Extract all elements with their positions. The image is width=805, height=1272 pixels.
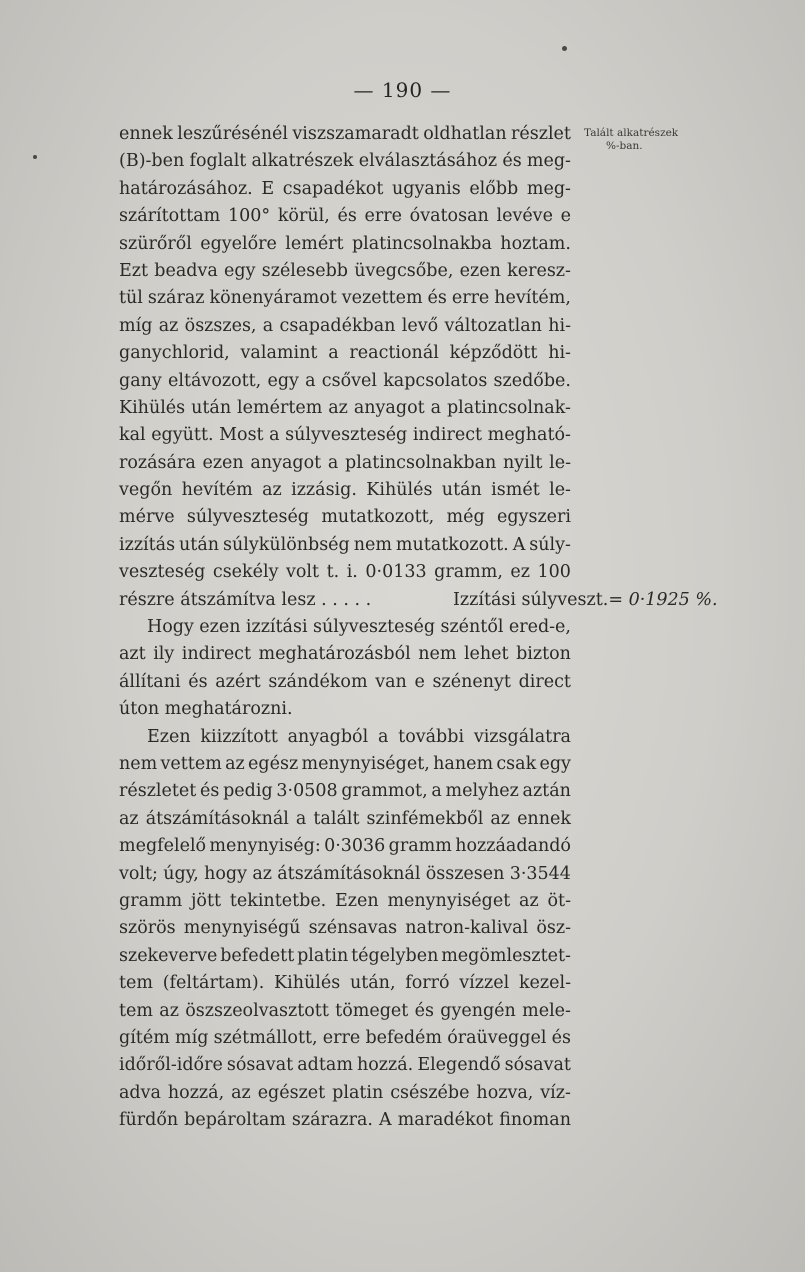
word: csapadékot <box>282 178 384 199</box>
text-line <box>119 532 571 559</box>
text-line <box>119 943 571 970</box>
word: csészébe <box>390 1082 470 1103</box>
word: platincsolnakban <box>345 452 497 473</box>
word: van <box>375 671 407 692</box>
word: direct <box>518 671 571 692</box>
word: ennek <box>517 808 571 829</box>
word: leszűrésénél <box>177 124 288 144</box>
word: szinfémekből <box>366 808 484 829</box>
text-line <box>119 121 571 148</box>
word: ily <box>153 644 175 665</box>
word: (B)-ben <box>119 151 185 172</box>
result-label: Izzítási súlyveszt. <box>453 589 609 610</box>
word: súly- <box>529 534 571 555</box>
result-value <box>453 587 718 614</box>
word: képződött <box>449 343 538 364</box>
word: vezettem <box>341 288 423 309</box>
word: levéve <box>496 206 553 227</box>
word: menynyiség: <box>209 836 321 857</box>
word: kapcsolatos <box>383 370 488 391</box>
text-line <box>119 231 571 258</box>
word: ezen <box>199 617 241 638</box>
word: és <box>427 288 447 309</box>
word: szekeverve <box>119 945 218 966</box>
word: csővel <box>321 370 377 391</box>
word: száraz <box>147 288 205 309</box>
word: még <box>446 507 485 528</box>
word: tekintetbe. <box>229 890 327 911</box>
word: anyagból <box>287 726 369 747</box>
word: veszteség <box>119 562 206 583</box>
word: és <box>551 1027 571 1048</box>
word: öszszeolvasztott <box>185 1000 329 1021</box>
word: le- <box>549 452 571 473</box>
word: öszszes, <box>184 315 257 336</box>
word: viszszamaradt <box>292 124 419 144</box>
word: sósavat <box>226 1055 294 1076</box>
word: valamint <box>240 343 318 364</box>
text-line <box>119 313 571 340</box>
word: csapadékban <box>279 315 396 336</box>
word: vízzel <box>459 973 510 994</box>
word: gany <box>119 370 162 391</box>
word: hevítém <box>181 480 253 501</box>
word: összesen <box>425 863 505 884</box>
word: jött <box>191 890 222 911</box>
word: ennek <box>119 124 173 144</box>
word: míg <box>175 1027 209 1048</box>
result-line <box>119 587 718 614</box>
word: Kihülés <box>366 480 433 501</box>
text-line <box>119 861 571 888</box>
word: szénenyt <box>432 671 511 692</box>
text-line <box>119 148 571 175</box>
word: részlet <box>511 124 571 144</box>
word: és <box>502 151 522 172</box>
word: E <box>261 178 275 199</box>
word: hoztam. <box>500 233 571 254</box>
word: hevítém, <box>494 288 571 309</box>
word: erre <box>322 1027 361 1048</box>
text-line <box>119 1107 571 1134</box>
word: az <box>519 890 539 911</box>
word: súlyveszteség <box>186 507 309 528</box>
word: vettem <box>160 753 222 774</box>
word: keresz- <box>507 260 571 281</box>
text-line <box>119 203 571 230</box>
word: átszámításoknál <box>277 863 421 884</box>
word: szándékom <box>268 671 368 692</box>
word: hozva, <box>476 1082 534 1103</box>
word: időről-időre <box>119 1055 223 1076</box>
word: tem <box>119 973 153 994</box>
paragraph-block <box>119 121 571 587</box>
result-line-text: részre átszámítva lesz . . . . . <box>119 589 372 610</box>
word: ezen <box>202 452 244 473</box>
word: 0·3036 <box>324 836 386 857</box>
text-line <box>119 888 571 915</box>
ink-speck <box>562 46 567 51</box>
word: a <box>305 370 316 391</box>
word: a <box>295 808 307 829</box>
word: oldhatlan <box>423 124 507 144</box>
word: Elegendő <box>417 1055 501 1076</box>
text-line <box>119 395 571 422</box>
text-line <box>119 285 571 312</box>
word: a <box>269 425 280 446</box>
ink-speck <box>33 155 37 159</box>
word: szedőbe. <box>493 370 571 391</box>
word: azt <box>119 644 146 665</box>
word: hozzá. <box>357 1055 414 1076</box>
word: hi- <box>548 343 571 364</box>
word: bepároltam <box>184 1110 286 1131</box>
word: eltávozott, <box>168 370 262 391</box>
word: tem <box>119 1000 153 1021</box>
word: menynyiséget, <box>301 753 430 774</box>
word: hi- <box>548 315 571 336</box>
word: A <box>512 534 526 555</box>
word: gyengén <box>440 1000 516 1021</box>
word: e <box>560 206 571 227</box>
word: hogy <box>204 863 248 884</box>
paragraph-block <box>119 614 571 1134</box>
word: szürőről <box>119 233 192 254</box>
word: melyhez <box>445 781 519 802</box>
text-line <box>119 1080 571 1107</box>
text-line <box>119 915 571 942</box>
word: menynyiséget <box>387 890 511 911</box>
word: után <box>441 480 482 501</box>
word: levő <box>401 315 439 336</box>
word: szárítottam <box>119 206 221 227</box>
word: 3·0508 <box>276 781 338 802</box>
word: i. <box>346 562 358 583</box>
word: kezel- <box>518 973 571 994</box>
text-line <box>119 1052 571 1079</box>
word: volt; <box>119 863 158 884</box>
word: rozására <box>119 452 196 473</box>
word: izzásig. <box>291 480 357 501</box>
word: gramm <box>119 890 183 911</box>
word: öt- <box>547 890 571 911</box>
word: után <box>191 397 232 418</box>
word: nem <box>353 534 392 555</box>
word: ered-e, <box>508 617 571 638</box>
text-line <box>119 641 571 668</box>
word: együtt. <box>151 425 214 446</box>
word: 3·3544 <box>509 863 571 884</box>
word: egyelőre <box>200 233 277 254</box>
word: egy <box>267 370 299 391</box>
word: befedett <box>220 945 295 966</box>
word: után, <box>349 973 396 994</box>
word: csak <box>496 753 537 774</box>
word: az <box>490 808 511 829</box>
margin-note-line: Talált alkatrészek <box>584 127 679 139</box>
text-line <box>119 1025 571 1052</box>
text-line <box>119 450 571 477</box>
result-number: = 0·1925 %. <box>608 589 718 610</box>
word: beadva <box>154 260 218 281</box>
text-line <box>119 806 571 833</box>
word: Ezt <box>119 260 149 281</box>
word: az <box>328 397 348 418</box>
word: részletet <box>119 781 197 802</box>
word: és <box>200 781 220 802</box>
word: anyagot <box>250 452 322 473</box>
word: egy <box>224 260 256 281</box>
word: gítém <box>119 1027 170 1048</box>
word: tömeget <box>335 1000 409 1021</box>
word: lehet <box>463 644 509 665</box>
word: víz- <box>540 1082 571 1103</box>
word: úgy, <box>163 863 199 884</box>
word: könenyáramot <box>209 288 337 309</box>
text-line <box>119 368 571 395</box>
word: körül, <box>277 206 330 227</box>
word: szélesebb <box>261 260 349 281</box>
word: súlykülönbség <box>222 534 350 555</box>
word: adtam <box>297 1055 353 1076</box>
word: a <box>431 781 442 802</box>
word: volt <box>286 562 320 583</box>
word: indirect <box>412 425 483 446</box>
text-line <box>119 504 571 531</box>
word: további <box>398 726 465 747</box>
word: alkatrészek <box>251 151 354 172</box>
text-line <box>119 778 571 805</box>
word: ezen <box>459 260 501 281</box>
word: erre <box>364 206 402 227</box>
word: az <box>225 753 245 774</box>
word: állítani <box>119 671 181 692</box>
word: széntől <box>440 617 504 638</box>
word: lemértem <box>237 397 323 418</box>
word: natron-kalival <box>405 918 529 939</box>
word: platin <box>297 945 349 966</box>
word: ganychlorid, <box>119 343 230 364</box>
word: Hogy <box>147 617 194 638</box>
page-number: — 190 — <box>353 78 452 102</box>
word: megható- <box>487 425 571 446</box>
word: le- <box>549 480 571 501</box>
word: forró <box>405 973 450 994</box>
text-line <box>119 559 571 586</box>
word: maradékot <box>397 1110 494 1131</box>
text-line <box>119 696 571 723</box>
word: az <box>231 1082 251 1103</box>
word: megfelelő <box>119 836 207 857</box>
word: aztán <box>522 781 571 802</box>
word: míg <box>119 315 153 336</box>
text-line <box>119 998 571 1025</box>
word: nem <box>119 753 158 774</box>
word: (feltártam). <box>162 973 265 994</box>
word: sósavat <box>504 1055 571 1076</box>
word: mérve <box>119 507 175 528</box>
word: ez <box>510 562 530 583</box>
word: változatlan <box>444 315 542 336</box>
word: t. <box>326 562 340 583</box>
word: anyagot <box>353 397 425 418</box>
word: befedém <box>365 1027 442 1048</box>
word: az <box>159 1000 179 1021</box>
text-line <box>119 669 571 696</box>
word: finoman <box>499 1110 571 1131</box>
word: megömlesztet- <box>441 945 571 966</box>
word: egy <box>539 753 571 774</box>
word: az <box>252 863 272 884</box>
word: 100° <box>227 206 271 227</box>
word: meg- <box>526 178 571 199</box>
word: tégelyben <box>351 945 439 966</box>
word: vegőn <box>119 480 173 501</box>
word: kiizzított <box>200 726 278 747</box>
word: szárazra. <box>291 1110 373 1131</box>
word: menynyiségű <box>183 918 301 939</box>
word: A <box>378 1110 392 1131</box>
text-line <box>119 477 571 504</box>
word: azért <box>215 671 261 692</box>
word: az <box>119 808 139 829</box>
text-line <box>119 614 571 641</box>
word: erre <box>451 288 490 309</box>
margin-note <box>584 127 714 153</box>
word: platincsolnak- <box>446 397 571 418</box>
word: mutatkozott. <box>395 534 509 555</box>
word: reactionál <box>349 343 439 364</box>
text-line <box>119 724 571 751</box>
word: a <box>430 397 442 418</box>
word: az <box>262 480 282 501</box>
word: után <box>179 534 220 555</box>
word: a <box>377 726 389 747</box>
word: 0·0133 <box>365 562 427 583</box>
word: Most <box>219 425 264 446</box>
word: meghatározásból <box>258 644 411 665</box>
word: üvegcsőbe, <box>354 260 454 281</box>
word: szénsavas <box>308 918 398 939</box>
word: ismét <box>491 480 540 501</box>
word: ösz- <box>536 918 571 939</box>
text-line <box>119 751 571 778</box>
word: talált <box>313 808 360 829</box>
text-line <box>119 258 571 285</box>
word: súlyveszteség <box>312 617 436 638</box>
word: határozásához. <box>119 178 253 199</box>
word: és <box>337 206 357 227</box>
text-line <box>119 422 571 449</box>
word: lemért <box>285 233 344 254</box>
word: hanem <box>433 753 494 774</box>
word: és <box>188 671 208 692</box>
word: vizsgálatra <box>473 726 571 747</box>
word: fürdőn <box>119 1110 179 1131</box>
word: 100 <box>537 562 571 583</box>
word: platincsolnakba <box>351 233 492 254</box>
word: a <box>327 452 339 473</box>
word: izzítási <box>245 617 308 638</box>
word: foglalt <box>189 151 247 172</box>
word: és <box>414 1000 434 1021</box>
word: csekély <box>212 562 279 583</box>
word: előbb <box>469 178 519 199</box>
word: a <box>328 343 339 364</box>
word: nem <box>418 644 457 665</box>
word: indirect <box>181 644 252 665</box>
word: súlyveszteség <box>285 425 408 446</box>
word: gramm, <box>434 562 503 583</box>
word: mutatkozott, <box>321 507 435 528</box>
word: átszámításoknál <box>145 808 289 829</box>
word: Ezen <box>335 890 379 911</box>
word: hozzá, <box>167 1082 225 1103</box>
word: óraüveggel <box>447 1027 547 1048</box>
word: platin <box>332 1082 384 1103</box>
word: egész <box>248 753 299 774</box>
text-line-content: úton meghatározni. <box>119 699 293 720</box>
word: a <box>262 315 274 336</box>
word: mele- <box>522 1000 571 1021</box>
text-line <box>119 176 571 203</box>
word: gramm <box>388 836 452 857</box>
word: kal <box>119 425 146 446</box>
text-line <box>119 340 571 367</box>
word: pedig <box>223 781 273 802</box>
word: ugyanis <box>392 178 461 199</box>
word: adva <box>119 1082 161 1103</box>
word: e <box>414 671 425 692</box>
word: hozzáadandó <box>455 836 571 857</box>
word: óvatosan <box>409 206 489 227</box>
word: izzítás <box>119 534 176 555</box>
word: szörös <box>119 918 176 939</box>
text-line <box>119 833 571 860</box>
word: meg- <box>526 151 571 172</box>
word: grammot, <box>341 781 428 802</box>
word: az <box>158 315 179 336</box>
word: Kihülés <box>119 397 186 418</box>
margin-note-line: %-ban. <box>606 140 643 152</box>
word: szétmállott, <box>213 1027 318 1048</box>
word: tül <box>119 288 143 309</box>
word: elválasztásához <box>358 151 498 172</box>
word: egyszeri <box>497 507 571 528</box>
word: bizton <box>516 644 571 665</box>
text-line <box>119 970 571 997</box>
word: Kihülés <box>274 973 341 994</box>
word: nyilt <box>503 452 543 473</box>
word: Ezen <box>147 726 191 747</box>
word: egészet <box>257 1082 326 1103</box>
